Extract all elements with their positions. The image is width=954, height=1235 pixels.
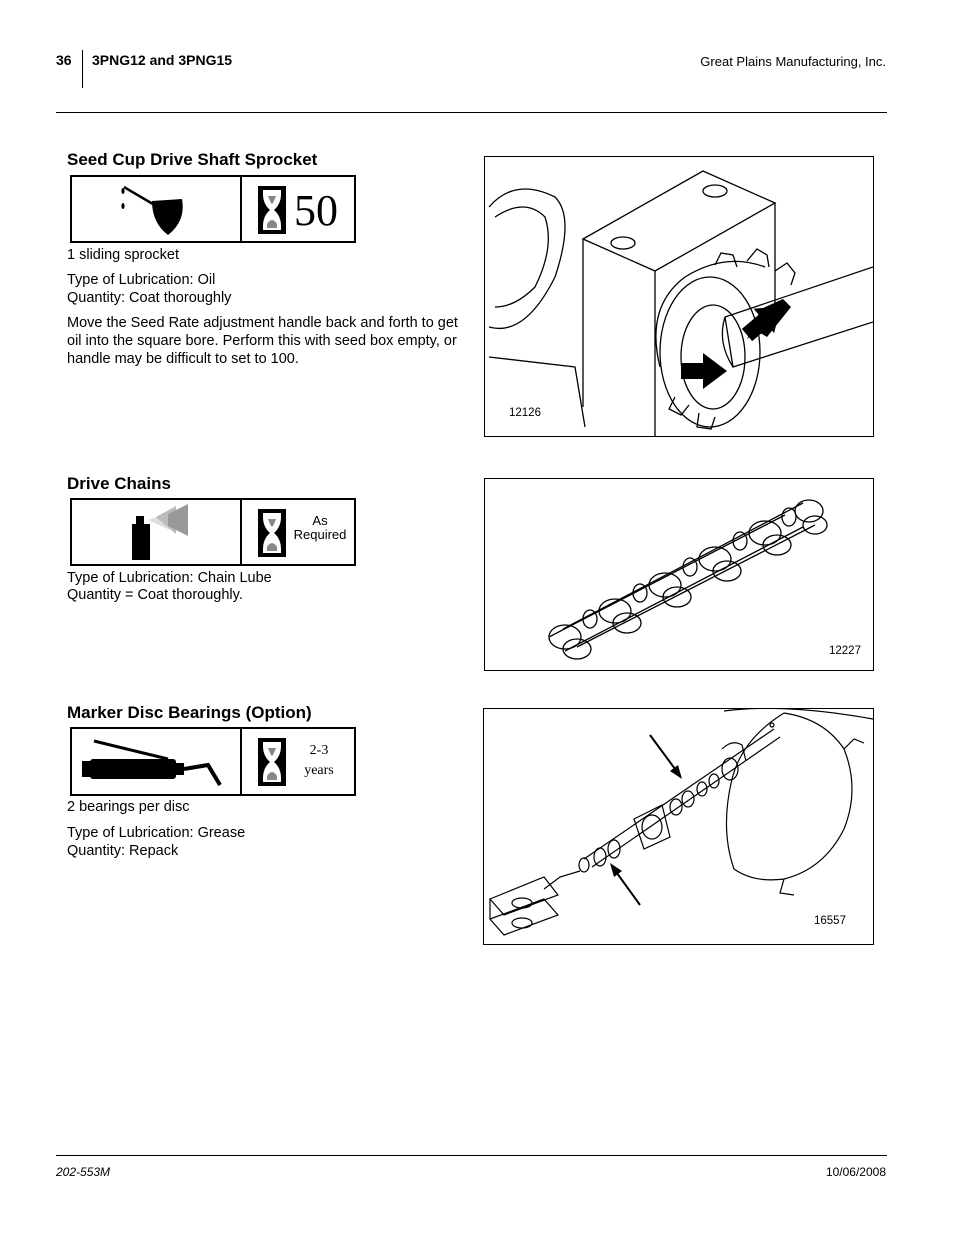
sprocket-illustration (485, 157, 873, 436)
lube-box-seed-cup (70, 175, 356, 243)
interval-cell (242, 500, 354, 564)
figure-number: 12227 (829, 645, 861, 657)
detail-line: Quantity: Coat thoroughly (67, 290, 232, 306)
lube-box-marker-disc (70, 727, 356, 796)
detail-line: Quantity = Coat thoroughly. (67, 587, 243, 603)
sprocket-figure (484, 156, 874, 437)
page-number: 36 (56, 52, 72, 68)
marker-disc-figure (483, 708, 874, 945)
header-rule (56, 112, 887, 113)
chain-figure (484, 478, 874, 671)
header-divider (82, 50, 83, 88)
detail-line: Quantity: Repack (67, 843, 179, 859)
document-number: 202-553M (56, 1165, 111, 1179)
company-name: Great Plains Manufacturing, Inc. (700, 54, 886, 69)
section-title-drive-chains: Drive Chains (67, 474, 171, 493)
marker-disc-illustration (484, 709, 873, 944)
interval-cell (242, 729, 354, 794)
lube-type-cell (72, 500, 242, 564)
lube-type-cell (72, 729, 242, 794)
oil-can-icon (72, 177, 236, 241)
section-title-seed-cup: Seed Cup Drive Shaft Sprocket (67, 150, 318, 169)
grease-gun-icon (72, 729, 236, 794)
detail-line: 2 bearings per disc (67, 799, 190, 815)
hourglass-icon (258, 509, 286, 557)
detail-line: Type of Lubrication: Grease (67, 825, 246, 841)
footer-rule (56, 1155, 887, 1156)
chain-illustration (485, 479, 873, 670)
lube-box-drive-chains (70, 498, 356, 566)
interval-value: As Required (293, 513, 347, 542)
document-title: 3PNG12 and 3PNG15 (92, 52, 233, 68)
instruction-paragraph: Move the Seed Rate adjustment handle back and forth to get oil into the square bore. Perform this with seed box empty, or handle may be difficult to set to 100. (67, 315, 458, 367)
section-title-marker-disc: Marker Disc Bearings (Option) (67, 703, 312, 722)
hourglass-icon (258, 738, 286, 786)
detail-line: 1 sliding sprocket (67, 247, 180, 263)
interval-line: years (304, 763, 334, 778)
detail-line: Type of Lubrication: Chain Lube (67, 570, 272, 586)
detail-line: Type of Lubrication: Oil (67, 272, 216, 288)
interval-value (290, 741, 348, 781)
figure-number: 16557 (814, 915, 846, 927)
lube-type-cell (72, 177, 242, 241)
document-date: 10/06/2008 (825, 1165, 886, 1179)
hourglass-icon (258, 186, 286, 234)
interval-value: 50 (294, 186, 338, 235)
figure-number: 12126 (509, 407, 541, 419)
spray-can-icon (72, 500, 236, 564)
interval-line: 2-3 (309, 743, 329, 758)
interval-cell (242, 177, 354, 241)
